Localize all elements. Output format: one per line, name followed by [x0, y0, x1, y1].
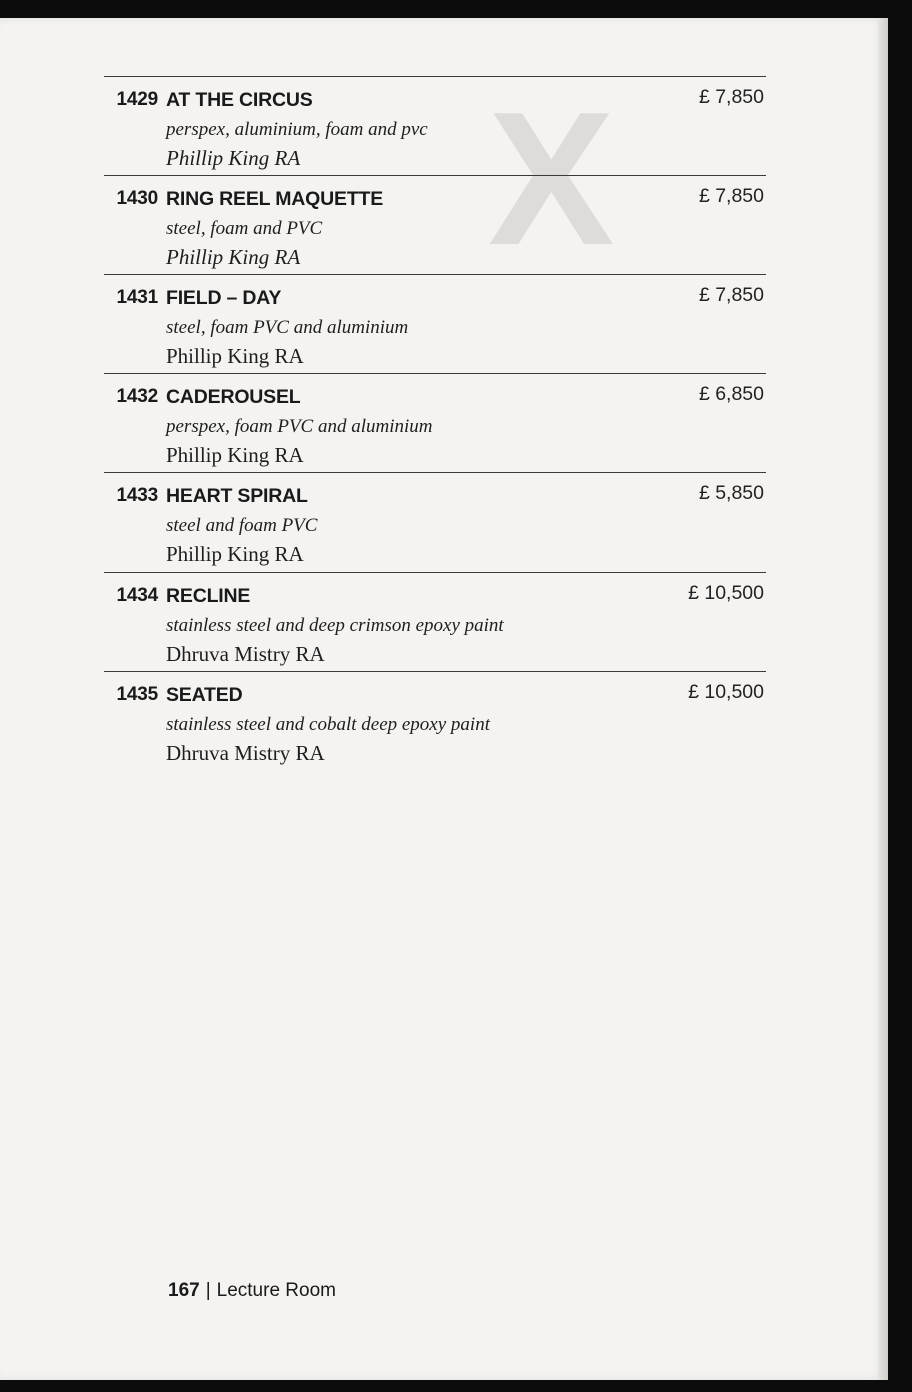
lot-number: 1435 — [116, 684, 158, 705]
artwork-title: CADEROUSEL — [166, 386, 301, 408]
artist-name: Dhruva Mistry RA — [166, 642, 325, 666]
artwork-price: £ 7,850 — [698, 185, 764, 207]
artwork-title: FIELD – DAY — [166, 287, 282, 309]
artwork-price: £ 5,850 — [698, 482, 764, 504]
show-through-letter: X — [488, 73, 615, 285]
catalogue-entry — [104, 671, 766, 765]
lot-number: 1433 — [116, 485, 158, 506]
catalogue-entry — [104, 76, 766, 170]
catalogue-entry — [104, 175, 766, 269]
artwork-medium: steel and foam PVC — [166, 515, 318, 536]
artist-name: Dhruva Mistry RA — [166, 741, 325, 765]
lot-number: 1429 — [116, 89, 158, 110]
artwork-title: RECLINE — [166, 585, 251, 607]
artist-name: Phillip King RA — [166, 146, 301, 170]
artist-name: Phillip King RA — [166, 542, 304, 566]
artist-name: Phillip King RA — [166, 344, 304, 368]
artwork-title: RING REEL MAQUETTE — [166, 188, 384, 210]
catalogue-entry — [104, 472, 766, 566]
artwork-medium: stainless steel and cobalt deep epoxy paint — [166, 714, 490, 735]
artwork-medium: steel, foam PVC and aluminium — [166, 317, 409, 338]
lot-number: 1434 — [116, 585, 158, 606]
artwork-price: £ 7,850 — [698, 284, 764, 306]
artwork-price: £ 10,500 — [688, 681, 764, 703]
artwork-medium: perspex, foam PVC and aluminium — [166, 416, 433, 437]
section-name: Lecture Room — [216, 1280, 336, 1301]
lot-number: 1431 — [116, 287, 158, 308]
artwork-medium: steel, foam and PVC — [166, 218, 323, 239]
artwork-medium: stainless steel and deep crimson epoxy paint — [166, 615, 504, 636]
catalogue-entry — [104, 572, 766, 666]
artwork-price: £ 10,500 — [688, 582, 764, 604]
artwork-medium: perspex, aluminium, foam and pvc — [166, 119, 428, 140]
artist-name: Phillip King RA — [166, 245, 301, 269]
page-footer — [168, 1280, 336, 1302]
catalogue-entry — [104, 274, 766, 368]
artwork-price: £ 6,850 — [698, 383, 764, 405]
artwork-title: HEART SPIRAL — [166, 485, 308, 507]
page-number: 167 — [168, 1280, 200, 1301]
footer-separator: | — [205, 1280, 211, 1301]
artist-name: Phillip King RA — [166, 443, 304, 467]
lot-number: 1430 — [116, 188, 158, 209]
artwork-price: £ 7,850 — [698, 86, 764, 108]
page-edge — [878, 18, 888, 1380]
artwork-title: AT THE CIRCUS — [166, 89, 313, 111]
catalogue-entry — [104, 373, 766, 467]
lot-number: 1432 — [116, 386, 158, 407]
artwork-title: SEATED — [166, 684, 243, 706]
